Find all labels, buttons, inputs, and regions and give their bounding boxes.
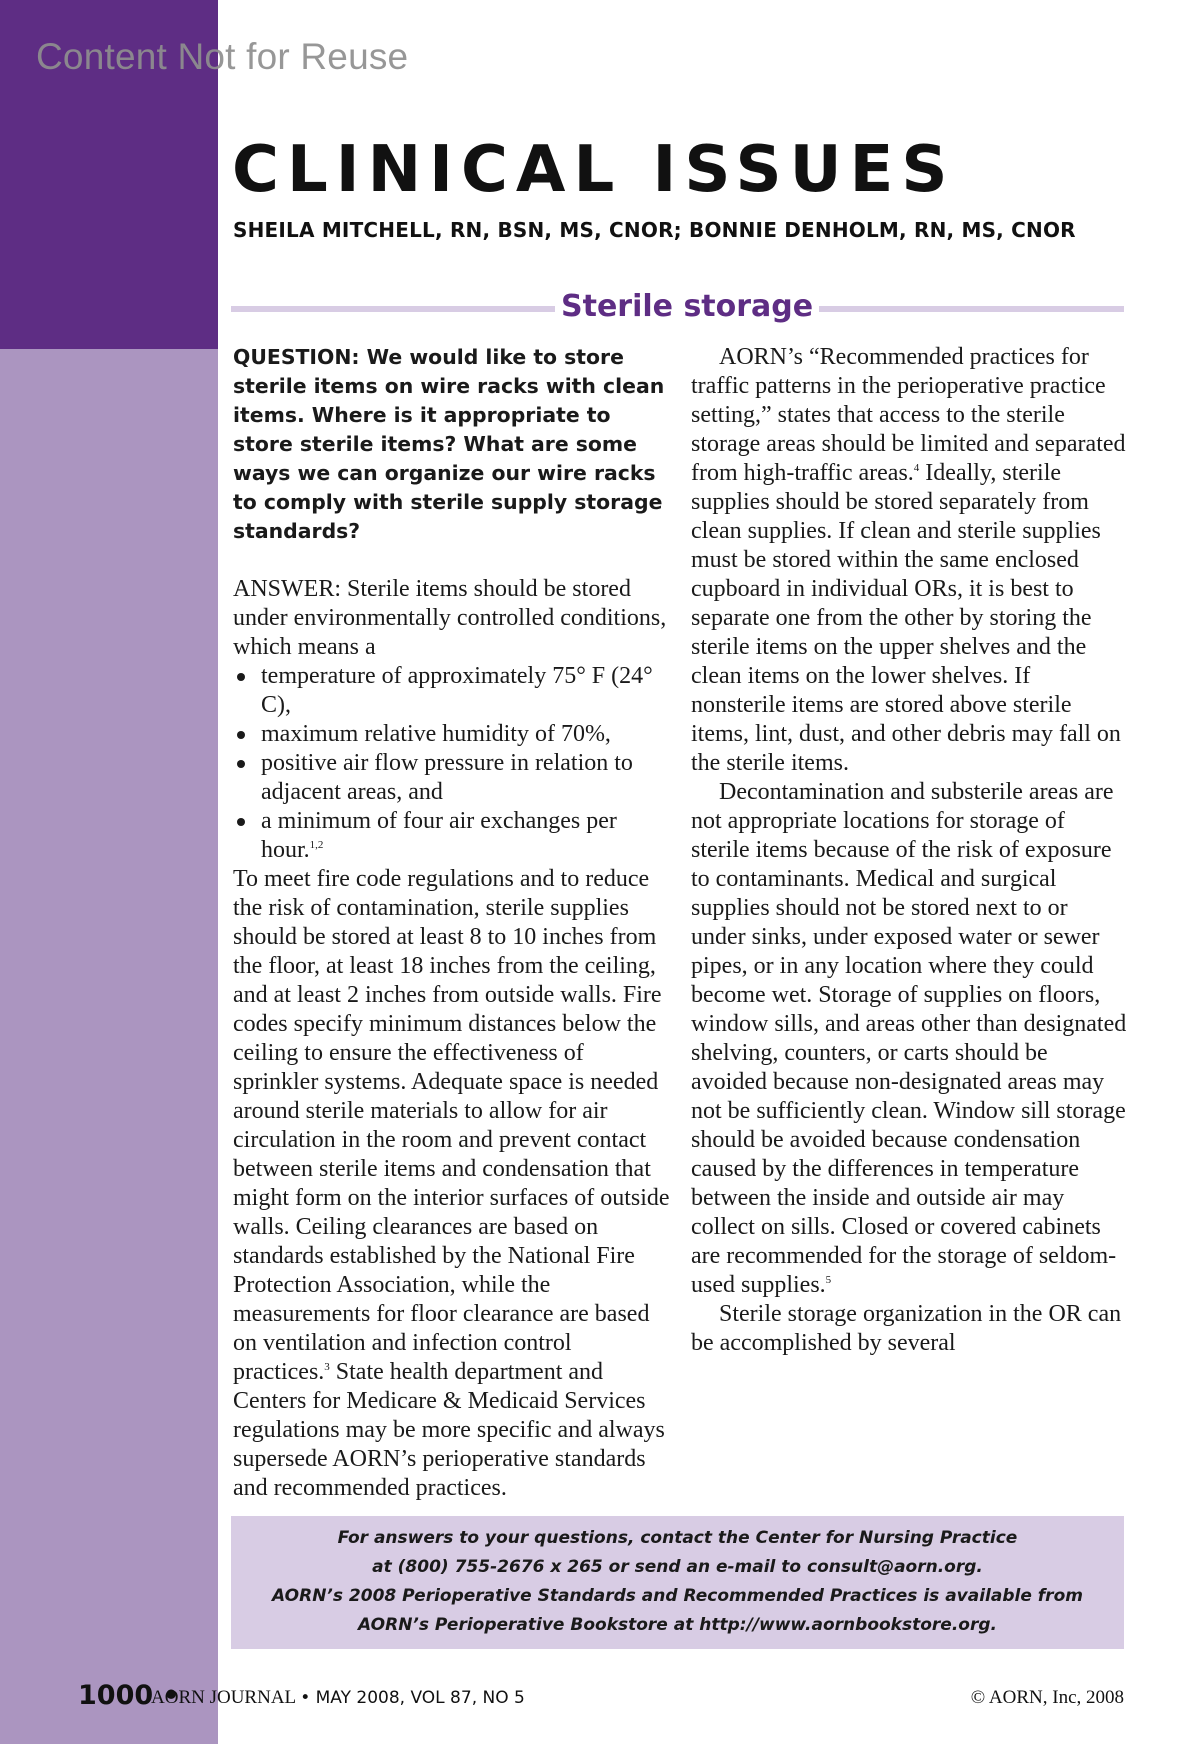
contact-line: AORN’s Perioperative Bookstore at http://www.aornbookstore.org.	[358, 1615, 997, 1635]
journal-citation	[151, 1687, 525, 1709]
list-item: temperature of approximately 75° F (24° C),	[233, 662, 670, 720]
reference-marker: 4	[913, 462, 920, 474]
contact-line: at (800) 755-2676 x 265 or send an e-mail to consult@aorn.org.	[372, 1557, 983, 1577]
paragraph-organization: Sterile storage organization in the OR can be accomplished by several	[691, 1301, 1122, 1356]
list-item: maximum relative humidity of 70%,	[233, 720, 670, 749]
topic-title: Sterile storage	[555, 285, 819, 329]
contact-line: AORN’s 2008 Perioperative Standards and Recommended Practices is available from	[272, 1586, 1083, 1606]
email-link[interactable]: consult@aorn.org	[807, 1557, 977, 1577]
paragraph-traffic-patterns: AORN’s “Recommended practices for traffic patterns in the perioperative practice setting,” states that access to the sterile storage areas should be limited and separated from high-traffic areas.$^4$ Ideally, sterile supplies should be stored separately from clean supplies. If clean and sterile supplies must be stored within the same enclosed cupboard in individual ORs, it is best to separate one from the other by storing the sterile items on the upper shelves and the clean items on the lower shelves. If nonsterile items are stored above sterile items, lint, dust, and other debris may fall on the sterile items.	[691, 344, 1126, 776]
answer-intro: ANSWER: Sterile items should be stored under environmentally controlled conditions, which means a	[233, 576, 667, 660]
list-item: a minimum of four air exchanges per hour.$^{1,2}$	[233, 807, 670, 865]
journal-name: AORN JOURNAL	[151, 1687, 296, 1708]
page-number: 1000 •	[78, 1680, 180, 1711]
article-column-right	[691, 343, 1128, 1358]
contact-line: For answers to your questions, contact the Center for Nursing Practice	[337, 1528, 1018, 1548]
question-text: QUESTION: We would like to store sterile items on wire racks with clean items. Where is it appropriate to store sterile items? What are some ways we can organize our wire racks to comply with sterile supply storage standards?	[233, 345, 665, 543]
paragraph-decontamination: Decontamination and substerile areas are not appropriate locations for storage of sterile items because of the risk of exposure to contaminants. Medical and surgical supplies should not be stored next to or under sinks, under exposed water or sewer pipes, or in any location where they could become wet. Storage of supplies on floors, window sills, and areas other than designated shelving, counters, or carts should be avoided because non-designated areas may not be sufficiently clean. Window sill storage should be avoided because condensation caused by the differences in temperature between the inside and outside air may collect on sills. Closed or covered cabinets are recommended for the storage of seldom-used supplies.$^5$	[691, 779, 1127, 1298]
reference-marker: 3	[324, 1361, 330, 1373]
sidebar-light-band	[0, 349, 218, 1744]
list-item: positive air flow pressure in relation to adjacent areas, and	[233, 749, 670, 807]
watermark: Content Not for Reuse	[36, 36, 409, 77]
authors-line: SHEILA MITCHELL, RN, BSN, MS, CNOR; BONNIE DENHOLM, RN, MS, CNOR	[233, 218, 1076, 242]
copyright: © AORN, Inc, 2008	[970, 1687, 1124, 1708]
reference-marker: 1,2	[309, 839, 324, 851]
issue-info: • MAY 2008, VOL 87, NO 5	[300, 1688, 525, 1708]
article-column-left	[233, 343, 670, 1503]
paragraph-fire-code: To meet fire code regulations and to reduce the risk of contamination, sterile supplies should be stored at least 8 to 10 inches from the floor, at least 18 inches from the ceiling, and at least 2 inches from outside walls. Fire codes specify minimum distances below the ceiling to ensure the effectiveness of sprinkler systems. Adequate space is needed around sterile materials to allow for air circulation in the room and prevent contact between sterile items and condensation that might form on the interior surfaces of outside walls. Ceiling clearances are based on standards established by the National Fire Protection Association, while the measurements for floor clearance are based on ventilation and infection control practices.$^3$ State health department and Centers for Medicare & Medicaid Services regulations may be more specific and always supersede AORN’s perioperative standards and recommended practices.	[233, 866, 670, 1501]
contact-box	[231, 1516, 1124, 1649]
bookstore-link[interactable]: http://www.aornbookstore.org	[699, 1615, 991, 1635]
conditions-list	[233, 662, 670, 865]
reference-marker: 5	[825, 1274, 832, 1286]
section-title: CLINICAL ISSUES	[232, 133, 956, 207]
book-title: Perioperative Standards and Recommended Practices	[402, 1586, 918, 1606]
